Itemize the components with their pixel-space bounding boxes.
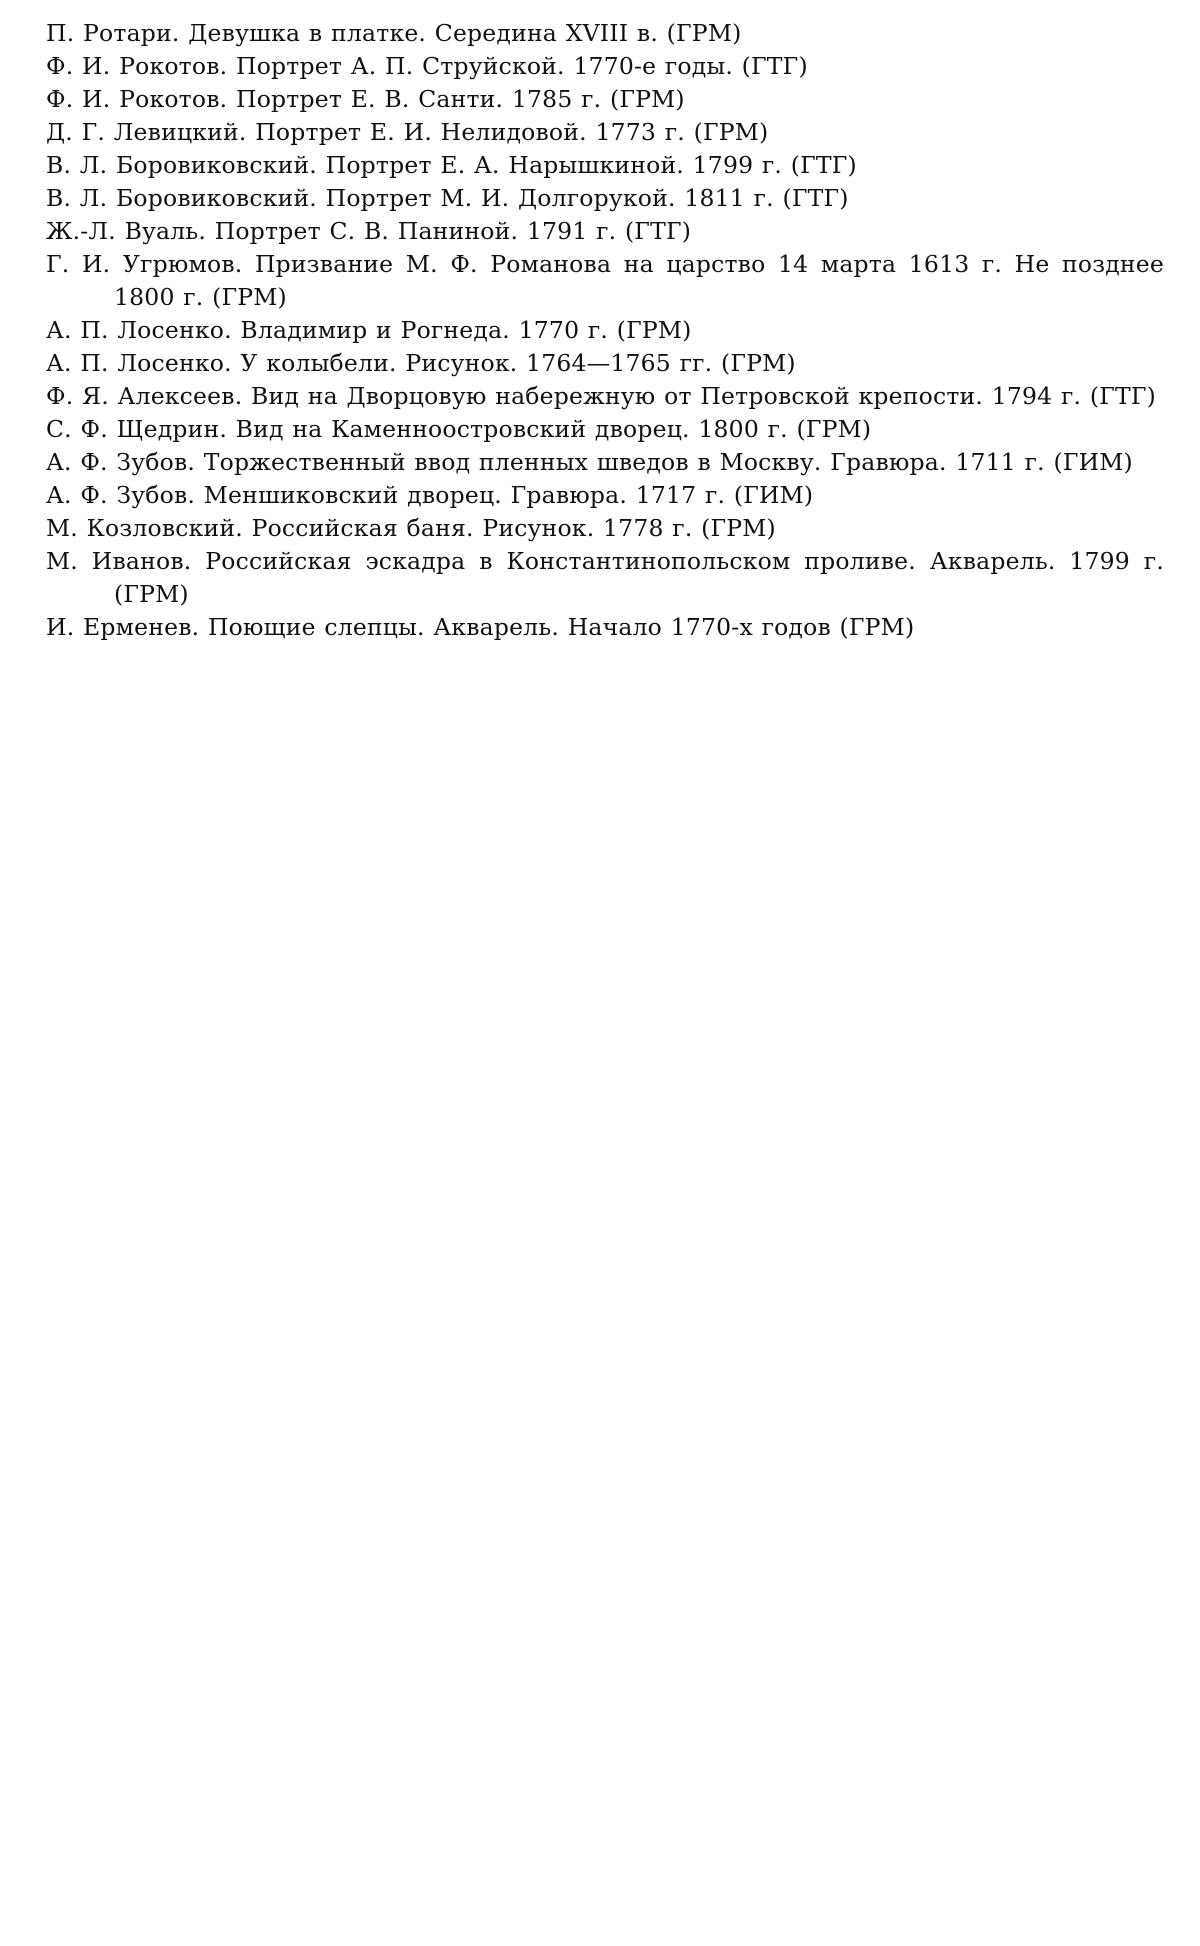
caption-item: В. Л. Боровиковский. Портрет М. И. Долгорукой. 1811 г. (ГТГ): [46, 184, 849, 212]
caption-item: М. Иванов. Российская эскадра в Константинопольском проливе. Акварель. 1799 г. (ГРМ): [46, 547, 1164, 608]
caption-item: С. Ф. Щедрин. Вид на Каменноостровский дворец. 1800 г. (ГРМ): [46, 415, 872, 443]
caption-item: Ф. И. Рокотов. Портрет А. П. Струйской. 1770-е годы. (ГТГ): [46, 52, 808, 80]
illustration-caption-list: [46, 17, 1164, 644]
caption-item: Ф. Я. Алексеев. Вид на Дворцовую набережную от Петровской крепости. 1794 г. (ГТГ): [46, 382, 1156, 410]
caption-item: М. Козловский. Российская баня. Рисунок. 1778 г. (ГРМ): [46, 514, 776, 542]
caption-item: И. Ерменев. Поющие слепцы. Акварель. Начало 1770-х годов (ГРМ): [46, 613, 915, 641]
caption-item: А. П. Лосенко. У колыбели. Рисунок. 1764—1765 гг. (ГРМ): [46, 349, 796, 377]
caption-item: А. Ф. Зубов. Торжественный ввод пленных шведов в Москву. Гравюра. 1711 г. (ГИМ): [46, 448, 1133, 476]
caption-item: П. Ротари. Девушка в платке. Середина XVIII в. (ГРМ): [46, 19, 742, 47]
caption-item: Ф. И. Рокотов. Портрет Е. В. Санти. 1785 г. (ГРМ): [46, 85, 685, 113]
caption-item: Д. Г. Левицкий. Портрет Е. И. Нелидовой. 1773 г. (ГРМ): [46, 118, 769, 146]
caption-item: В. Л. Боровиковский. Портрет Е. А. Нарышкиной. 1799 г. (ГТГ): [46, 151, 857, 179]
caption-item: Г. И. Угрюмов. Призвание М. Ф. Романова на царство 14 марта 1613 г. Не позднее 1800 г. (ГРМ): [46, 250, 1164, 311]
caption-item: А. Ф. Зубов. Меншиковский дворец. Гравюра. 1717 г. (ГИМ): [46, 481, 814, 509]
caption-item: Ж.-Л. Вуаль. Портрет С. В. Паниной. 1791 г. (ГТГ): [46, 217, 692, 245]
caption-item: А. П. Лосенко. Владимир и Рогнеда. 1770 г. (ГРМ): [46, 316, 692, 344]
